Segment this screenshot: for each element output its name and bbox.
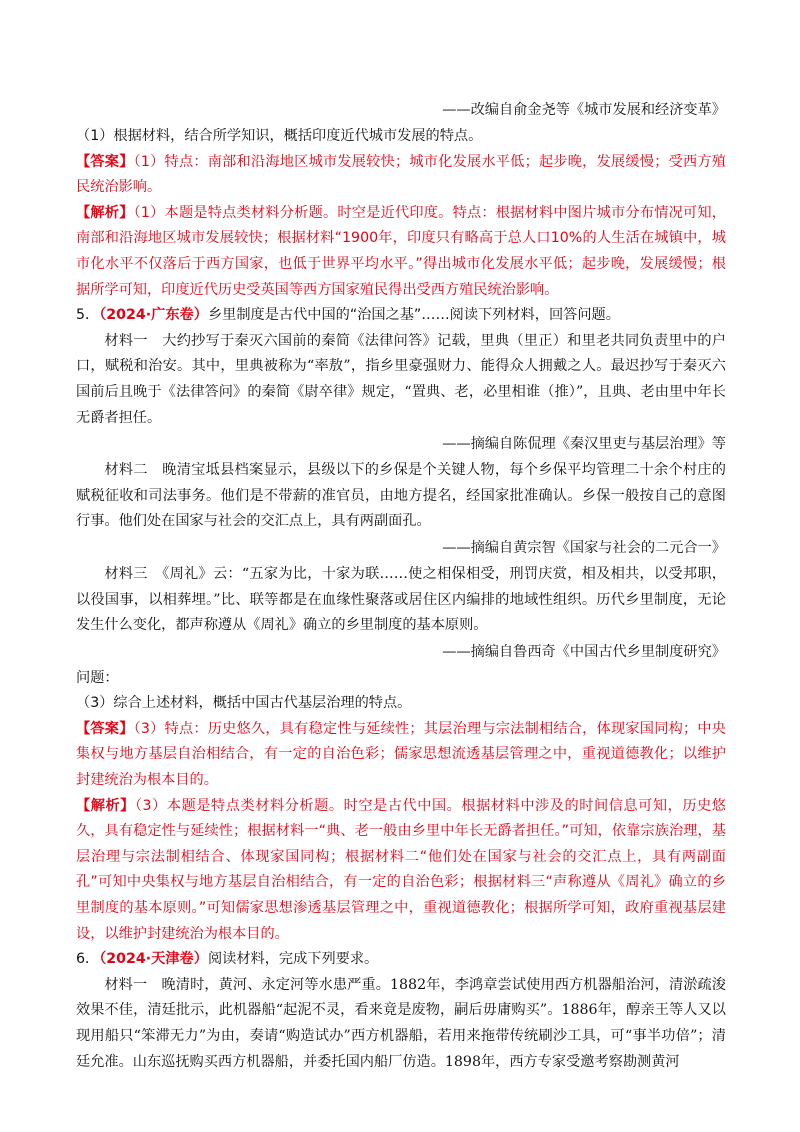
analysis-1	[76, 201, 726, 303]
analysis-text: （3）本题是特点类材料分析题。时空是古代中国。根据材料中涉及的时间信息可知，历史悠久，具有稳定性与延续性；根据材料一“典、老一般由乡里中年长无爵者担任。”可知，依靠宗族治理，基层治理与宗法制相结合、体现家国同构；根据材料二“他们处在国家与社会的交汇点上，具有两副面孔”可知中央集权与地方基层自治相结合，有一定的自治色彩；根据材料三“声称遵从《周礼》确立的乡里制度的基本原则。”可知儒家思想渗透基层管理之中，重视道德教化；根据所学可知，政府重视基层建设，以维护封建统治为根本目的。	[76, 797, 726, 942]
source-citation: ——摘编自鲁西奇《中国古代乡里制度研究》	[442, 643, 726, 660]
source-citation: ——改编自俞金尧等《城市发展和经济变革》	[442, 102, 726, 118]
answer-1	[76, 150, 726, 201]
analysis-label: 【解析】	[76, 797, 135, 814]
analysis-label: 【解析】	[76, 204, 134, 221]
exam-source-tag: （2024·广东卷）	[99, 307, 208, 324]
material-3: 材料三 《周礼》云：“五家为比，十家为联……使之相保相受，刑罚庆赏，相及相共，以受邦职，以役国事，以相葬埋。”比、联等都是在血缘性聚落或居住区内编排的地域性组织。历代乡里制度，无论发生什么变化，都声称遵从《周礼》确立的乡里制度的基本原则。	[76, 565, 726, 634]
material-1: 材料一 大约抄写于秦灭六国前的秦简《法律问答》记载，里典（里正）和里老共同负责里中的户口，赋税和治安。其中，里典被称为“率敖”，指乡里豪强财力、能得众人拥戴之人。最迟抄写于秦灭六国前后且晚于《法律答问》的秦简《尉卒律》规定，“置典、老，必里相谁（推）”，且典、老由里中年长无爵者担任。	[76, 332, 726, 426]
question-3: （3）综合上述材料，概括中国古代基层治理的特点。	[76, 695, 412, 712]
answer-text: （1）特点：南部和沿海地区城市发展较快；城市化发展水平低；起步晚，发展缓慢；受西方殖民统治影响。	[76, 153, 726, 196]
exam-source-tag: （2024·天津卷）	[99, 951, 208, 968]
question-6-heading	[76, 947, 726, 973]
material-6-1: 材料一 晚清时，黄河、永定河等水患严重。1882年，李鸿章尝试使用西方机器船治河，清淤疏浚效果不佳，清廷批示，此机器船“起泥不灵，看来竟是废物，嗣后毋庸购买”。1886年，醇亲王等人又以现用船只“笨滞无力”为由，奏请“购造试办”西方机器船，若用来拖带传统刷沙工具，可“事半功倍”；清廷允准。山东巡抚购买西方机器船，并委托国内船厂仿造。1898年，西方专家受邀考察勘测黄河	[76, 976, 726, 1070]
analysis-text: （1）本题是特点类材料分析题。时空是近代印度。特点：根据材料中图片城市分布情况可知，南部和沿海地区城市发展较快；根据材料“1900年，印度只有略高于总人口10%的人生活在城镇中，城市化水平不仅落后于西方国家，也低于世界平均水平。”得出城市化发展水平低；起步晚，发展缓慢；根据所学可知，印度近代历史受英国等西方国家殖民得出受西方殖民统治影响。	[76, 204, 726, 298]
source-citation: ——摘编自黄宗智《国家与社会的二元合一》	[442, 539, 726, 556]
document-content	[76, 97, 726, 1075]
question-5-heading	[76, 303, 726, 329]
question-number: 6．	[76, 951, 100, 968]
question-stem: 乡里制度是古代中国的“治国之基”……阅读下列材料，回答问题。	[207, 307, 620, 324]
analysis-3	[76, 794, 726, 948]
answer-label: 【答案】	[76, 153, 134, 170]
source-citation: ——摘编自陈侃理《秦汉里吏与基层治理》等	[442, 436, 726, 453]
question-1: （1）根据材料，结合所学知识，概括印度近代城市发展的特点。	[76, 128, 483, 144]
question-stem: 阅读材料，完成下列要求。	[207, 951, 379, 968]
question-label: 问题：	[76, 669, 119, 686]
material-2: 材料二 晚清宝坻县档案显示，县级以下的乡保是个关键人物，每个乡保平均管理二十余个村庄的赋税征收和司法事务。他们是不带薪的准官员，由地方提名，经国家批准确认。乡保一般按自己的意图行事。他们处在国家与社会的交汇点上，具有两副面孔。	[76, 462, 726, 530]
answer-text: （3）特点：历史悠久，具有稳定性与延续性；其层治理与宗法制相结合，体现家国同构；中央集权与地方基层自治相结合，有一定的自治色彩；儒家思想流透基层管理之中，重视道德教化；以维护封建统治为根本目的。	[76, 720, 726, 789]
answer-label: 【答案】	[76, 720, 134, 737]
question-number: 5．	[76, 307, 100, 324]
answer-3	[76, 717, 726, 794]
